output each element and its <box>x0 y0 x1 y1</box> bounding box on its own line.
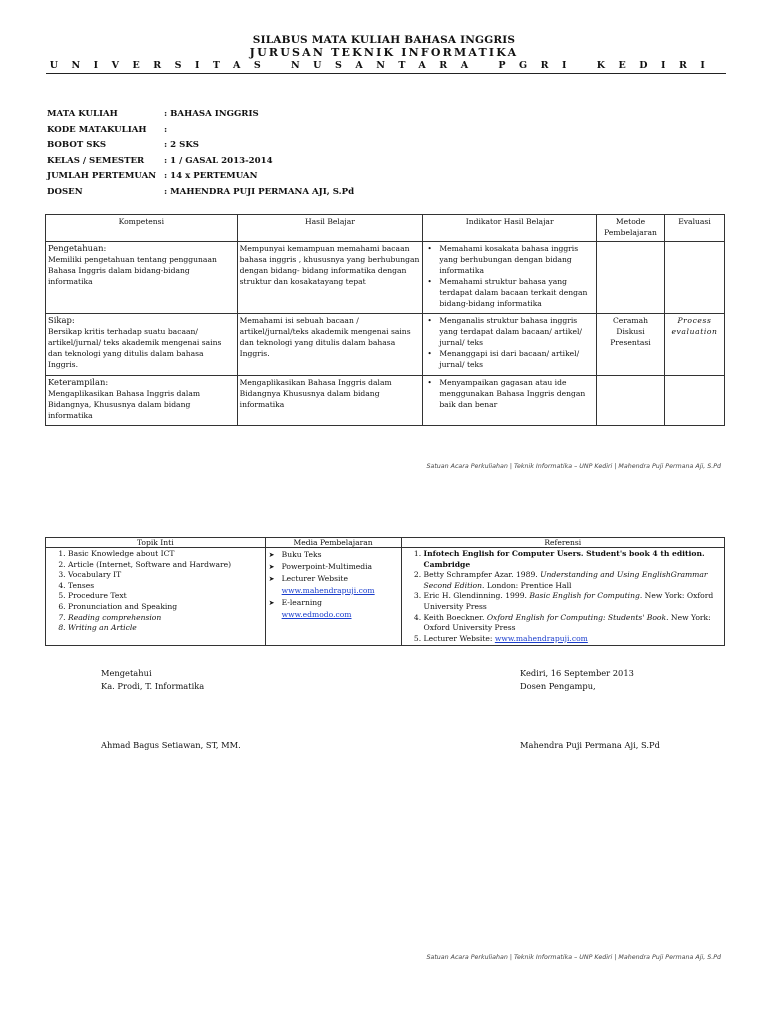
reference-item <box>424 613 722 634</box>
topics-table <box>45 537 725 646</box>
table-row <box>46 548 725 646</box>
info-label: KODE MATAKULIAH <box>47 124 147 135</box>
reference-item <box>424 549 722 570</box>
metode-value: Ceramah Diskusi Presentasi <box>597 314 665 376</box>
approval-position: Ka. Prodi, T. Informatika <box>101 681 205 691</box>
kompetensi-text: Bersikap kritis terhadap suatu bacaan/ artikel/jurnal/ teks akademik mengenai sains dan teknologi yang ditulis dalam bahasa Inggris. <box>48 327 222 369</box>
col-header-hasil: Hasil Belajar <box>237 215 423 242</box>
col-header-kompetensi: Kompetensi <box>46 215 238 242</box>
ref-publisher: London: Prentice Hall <box>484 580 572 590</box>
info-label: BOBOT SKS <box>47 140 107 150</box>
indikator-item: • Memahami kosakata bahasa inggris yang berhubungan dengan bidang informatika <box>439 243 594 276</box>
table-header-row <box>46 215 725 242</box>
evaluasi-value: Process evaluation <box>665 314 725 376</box>
info-label: JUMLAH PERTEMUAN <box>47 171 157 181</box>
hasil-cell: Memahami isi sebuah bacaan / artikel/jurnal/teks akademik mengenai sains dan teknologi yang ditulis dalam bahasa Inggris. <box>237 314 423 376</box>
col-header-topik: Topik Inti <box>46 538 266 548</box>
indikator-item: • Memahami struktur bahasa yang terdapat dalam bacaan terkait dengan bidang-bidang informatika <box>439 276 594 309</box>
ref-title: Understanding and Using EnglishGrammar Second Edition. <box>423 570 708 590</box>
kompetensi-title: Pengetahuan: <box>48 243 107 253</box>
info-label: MATA KULIAH <box>47 109 118 119</box>
indikator-cell <box>423 376 597 426</box>
approval-label: Mengetahui <box>101 668 152 678</box>
col-header-indikator: Indikator Hasil Belajar <box>423 215 597 242</box>
info-label: KELAS / SEMESTER <box>47 155 145 166</box>
media-item: ➤ Buku Teks <box>282 549 399 561</box>
info-value: : 14 x PERTEMUAN <box>164 171 258 181</box>
ref-text: Betty Schrampfer Azar. 1989. <box>423 570 541 580</box>
ref-text: Infotech English for Computer Users. Student's book 4 th edition. Cambridge <box>423 549 705 569</box>
topic-item: 4. Tenses <box>68 581 263 592</box>
ref-text: Keith Boeckner. <box>423 612 487 622</box>
metode-cell <box>597 242 665 314</box>
table-row <box>46 376 725 426</box>
info-label: DOSEN <box>47 186 83 197</box>
reference-website-link[interactable]: www.mahendrapuji.com <box>494 633 588 643</box>
kompetensi-title: Keterampilan: <box>48 377 109 387</box>
header-department: JURUSAN TEKNIK INFORMATIKA <box>249 46 519 59</box>
kompetensi-cell <box>46 376 238 426</box>
lecturer-website-link[interactable]: www.mahendrapuji.com <box>281 586 375 595</box>
table-row <box>46 314 725 376</box>
page-footer: Satuan Acara Perkuliahan | Teknik Informatika – UNP Kediri | Mahendra Puji Permana Aji, S.Pd <box>426 463 721 470</box>
topic-item: 5. Procedure Text <box>68 591 263 602</box>
header-divider <box>46 73 726 74</box>
references-cell <box>401 548 724 646</box>
ref-title: Oxford English for Computing: Students' Book. <box>486 612 669 622</box>
reference-item <box>424 591 722 612</box>
topic-item: 3. Vocabulary IT <box>68 570 263 581</box>
col-header-evaluasi: Evaluasi <box>665 215 725 242</box>
col-header-referensi: Referensi <box>401 538 724 548</box>
hasil-cell: Mempunyai kemampuan memahami bacaan bahasa inggris , khususnya yang berhubungan dengan bidang- bidang informatika dengan struktur dan kosakatayang tepat <box>237 242 423 314</box>
indikator-cell <box>423 314 597 376</box>
ref-text: Lecturer Website: <box>423 633 495 643</box>
col-header-metode: Metode Pembelajaran <box>597 215 665 242</box>
media-item: ➤ Powerpoint-Multimedia <box>282 561 399 573</box>
info-value: : BAHASA INGGRIS <box>164 109 259 119</box>
metode-cell <box>597 376 665 426</box>
page-footer-bottom: Satuan Acara Perkuliahan | Teknik Informatika – UNP Kediri | Mahendra Puji Permana Aji, S.Pd <box>426 954 721 961</box>
signing-place-date: Kediri, 16 September 2013 <box>520 668 634 678</box>
kompetensi-text: Memiliki pengetahuan tentang penggunaan Bahasa Inggris dalam bidang-bidang informatika <box>48 255 217 286</box>
media-cell <box>265 548 401 646</box>
table-row <box>46 242 725 314</box>
reference-item <box>424 634 722 645</box>
topic-item: 2. Article (Internet, Software and Hardware) <box>68 560 263 571</box>
lecturer-position: Dosen Pengampu, <box>520 681 596 691</box>
evaluasi-cell <box>665 376 725 426</box>
topics-cell <box>46 548 266 646</box>
header-university: UNIVERSITAS NUSANTARA PGRI KEDIRI <box>49 60 719 71</box>
topic-item: 7. Reading comprehension <box>68 613 263 624</box>
indikator-item: • Menyampaikan gagasan atau ide menggunakan Bahasa Inggris dengan baik dan benar <box>439 377 594 410</box>
ref-text: Eric H. Glendinning. 1999. <box>423 591 530 601</box>
info-value: : 1 / GASAL 2013-2014 <box>164 155 273 166</box>
indikator-cell <box>423 242 597 314</box>
ref-publisher: New York: Oxford University Press <box>423 591 714 611</box>
kompetensi-title: Sikap: <box>48 315 75 325</box>
topic-item: 6. Pronunciation and Speaking <box>68 602 263 613</box>
reference-item <box>424 570 722 591</box>
lecturer-name: Mahendra Puji Permana Aji, S.Pd <box>520 740 660 750</box>
info-value: : MAHENDRA PUJI PERMANA AJI, S.Pd <box>164 186 355 197</box>
topic-item: 8. Writing an Article <box>68 623 263 634</box>
col-header-media: Media Pembelajaran <box>265 538 401 548</box>
indikator-item: • Menganalis struktur bahasa inggris yang terdapat dalam bacaan/ artikel/ jurnal/ teks <box>439 315 594 348</box>
info-value: : 2 SKS <box>164 140 200 150</box>
ref-publisher: New York: Oxford University Press <box>423 612 711 633</box>
table-header-row <box>46 538 725 548</box>
indikator-item: • Menanggapi isi dari bacaan/ artikel/ jurnal/ teks <box>439 348 594 370</box>
topic-item: 1. Basic Knowledge about ICT <box>68 549 263 560</box>
edmodo-link[interactable]: www.edmodo.com <box>281 610 352 619</box>
info-value: : <box>164 124 168 135</box>
kompetensi-text: Mengaplikasikan Bahasa Inggris dalam Bidangnya, Khususnya dalam bidang informatika <box>48 389 201 420</box>
ref-title: Basic English for Computing. <box>529 591 643 601</box>
media-item: ➤ E-learning <box>282 597 399 609</box>
header-title: SILABUS MATA KULIAH BAHASA INGGRIS <box>252 34 516 46</box>
kompetensi-cell <box>46 314 238 376</box>
evaluasi-cell <box>665 242 725 314</box>
hasil-cell: Mengaplikasikan Bahasa Inggris dalam Bidangnya Khususnya dalam bidang informatika <box>237 376 423 426</box>
competency-table <box>45 214 725 426</box>
media-item: ➤ Lecturer Website <box>282 573 399 585</box>
approver-name: Ahmad Bagus Setiawan, ST, MM. <box>101 740 241 750</box>
kompetensi-cell <box>46 242 238 314</box>
